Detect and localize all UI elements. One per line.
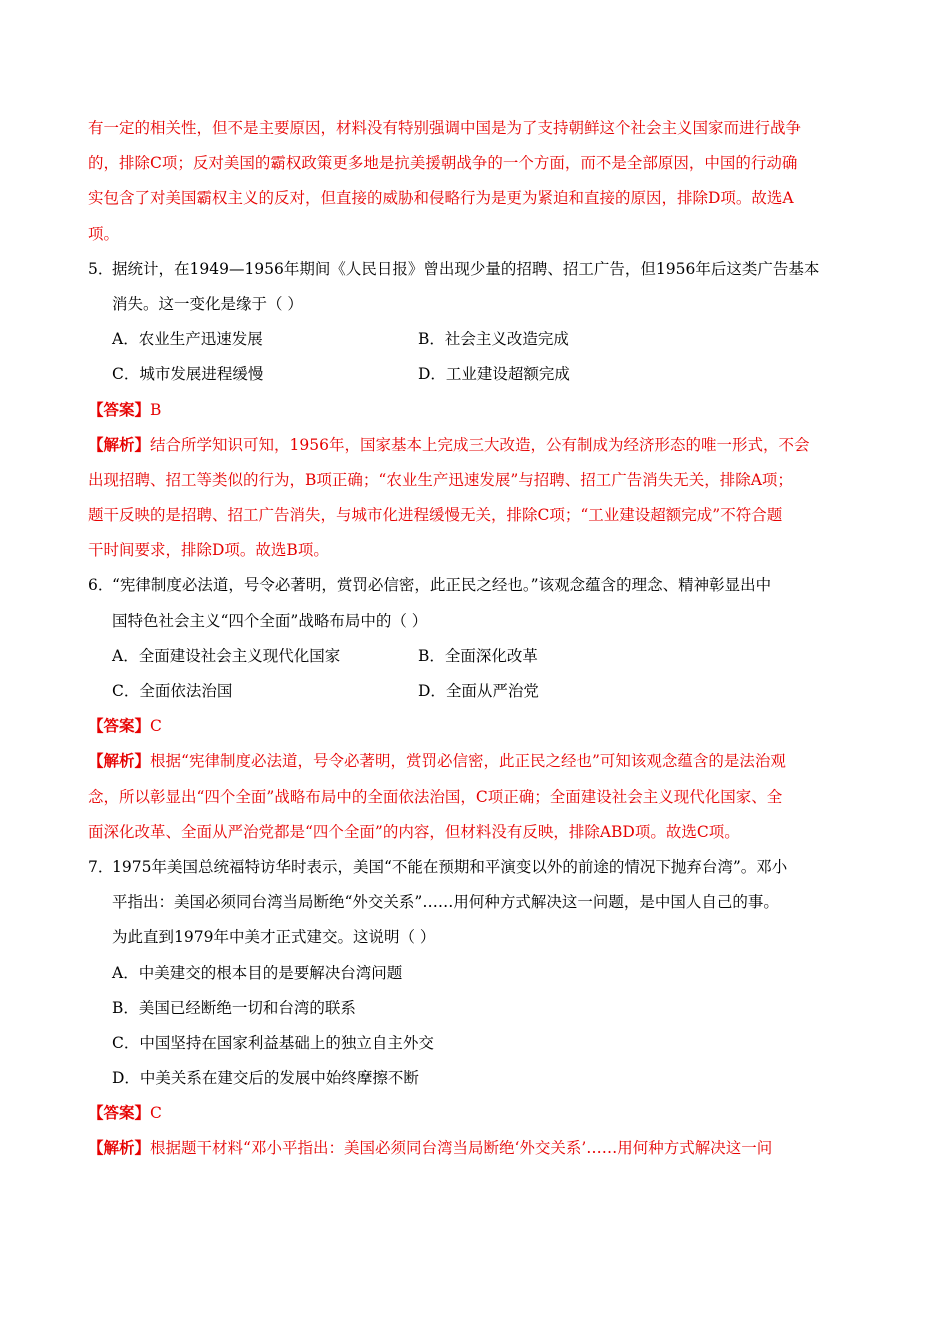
explanation-line: 面深化改革、全面从严治党都是“四个全面”的内容，但材料没有反映，排除ABD项。故选C项。 xyxy=(88,822,740,841)
question-6-stem xyxy=(88,575,868,595)
answer-line xyxy=(88,1103,868,1123)
answer-line xyxy=(88,716,868,736)
question-stem-line: “宪律制度必法道，号令必著明，赏罚必信密，此正民之经也。”该观念蕴含的理念、精神彰显出中 xyxy=(112,576,772,595)
explanation-line xyxy=(88,751,868,771)
option-b: B．全面深化改革 xyxy=(418,646,538,665)
option-c: C．中国坚持在国家利益基础上的独立自主外交 xyxy=(112,1033,434,1052)
answer-value: B xyxy=(150,400,162,419)
explanation-text: 结合所学知识可知，1956年，国家基本上完成三大改造，公有制成为经济形态的唯一形式，不会 xyxy=(150,435,810,454)
options-row xyxy=(88,364,868,384)
explanation-line xyxy=(88,1138,868,1158)
explanation-line: 的，排除C项；反对美国的霸权政策更多地是抗美援朝战争的一个方面，而不是全部原因，中国的行动确 xyxy=(88,154,798,173)
explanation-tag: 【解析】 xyxy=(88,1138,151,1158)
option-a: A．中美建交的根本目的是要解决台湾问题 xyxy=(112,963,403,982)
question-7-stem xyxy=(88,857,868,877)
option-d: D．工业建设超额完成 xyxy=(418,365,570,384)
explanation-tag: 【解析】 xyxy=(88,434,151,454)
question-stem-line: 1975年美国总统福特访华时表示，美国“不能在预期和平演变以外的前途的情况下抛弃台湾”。邓小 xyxy=(112,857,788,876)
option-c: C．城市发展进程缓慢 xyxy=(112,365,264,384)
option-b: B．美国已经断绝一切和台湾的联系 xyxy=(112,998,356,1017)
option-d: D．中美关系在建交后的发展中始终摩擦不断 xyxy=(112,1069,419,1088)
explanation-line: 实包含了对美国霸权主义的反对，但直接的威胁和侵略行为是更为紧迫和直接的原因，排除D项。故选A xyxy=(88,189,794,208)
answer-value: C xyxy=(150,1104,162,1123)
option-a: A．全面建设社会主义现代化国家 xyxy=(112,646,341,665)
answer-line xyxy=(88,400,868,420)
explanation-line: 念，所以彰显出“四个全面”战略布局中的全面依法治国，C项正确；全面建设社会主义现代化国家、全 xyxy=(88,787,783,806)
explanation-line xyxy=(88,435,868,455)
answer-tag: 【答案】 xyxy=(88,1103,151,1123)
option-c: C．全面依法治国 xyxy=(112,682,233,700)
question-stem-line: 为此直到1979年中美才正式建交。这说明（ ） xyxy=(112,928,436,947)
question-stem-line: 据统计，在1949—1956年期间《人民日报》曾出现少量的招聘、招工广告，但1956年后这类广告基本 xyxy=(112,259,820,278)
answer-tag: 【答案】 xyxy=(88,399,151,419)
explanation-line: 干时间要求，排除D项。故选B项。 xyxy=(88,541,329,560)
options-row xyxy=(88,681,868,701)
answer-tag: 【答案】 xyxy=(88,716,151,736)
question-5-stem xyxy=(88,259,868,279)
explanation-text: 根据题干材料“邓小平指出：美国必须同台湾当局断绝‘外交关系’……用何种方式解决这一问 xyxy=(150,1139,773,1158)
explanation-line: 出现招聘、招工等类似的行为，B项正确；“农业生产迅速发展”与招聘、招工广告消失无关，排除A项； xyxy=(88,470,793,489)
option-b: B．社会主义改造完成 xyxy=(418,330,569,349)
answer-value: C xyxy=(150,717,162,736)
options-row xyxy=(88,646,868,666)
option-d: D．全面从严治党 xyxy=(418,682,539,700)
explanation-text: 根据“宪律制度必法道，号令必著明，赏罚必信密，此正民之经也”可知该观念蕴含的是法治观 xyxy=(150,752,786,771)
explanation-line: 项。 xyxy=(88,224,120,243)
explanation-tag: 【解析】 xyxy=(88,751,151,771)
explanation-line: 有一定的相关性，但不是主要原因，材料没有特别强调中国是为了支持朝鲜这个社会主义国家而进行战争 xyxy=(88,119,802,137)
question-number: 5． xyxy=(88,259,114,278)
question-stem-line: 国特色社会主义“四个全面”战略布局中的（ ） xyxy=(112,611,428,630)
explanation-line: 题干反映的是招聘、招工广告消失，与城市化进程缓慢无关，排除C项；“工业建设超额完成”不符合题 xyxy=(88,506,783,525)
option-a: A．农业生产迅速发展 xyxy=(112,330,263,349)
question-stem-line: 消失。这一变化是缘于（ ） xyxy=(112,294,303,313)
document-page xyxy=(88,118,868,1174)
question-number: 7． xyxy=(88,857,114,876)
options-row xyxy=(88,329,868,349)
question-stem-line: 平指出：美国必须同台湾当局断绝“外交关系”……用何种方式解决这一问题，是中国人自己的事。 xyxy=(112,893,779,912)
question-number: 6． xyxy=(88,576,114,595)
